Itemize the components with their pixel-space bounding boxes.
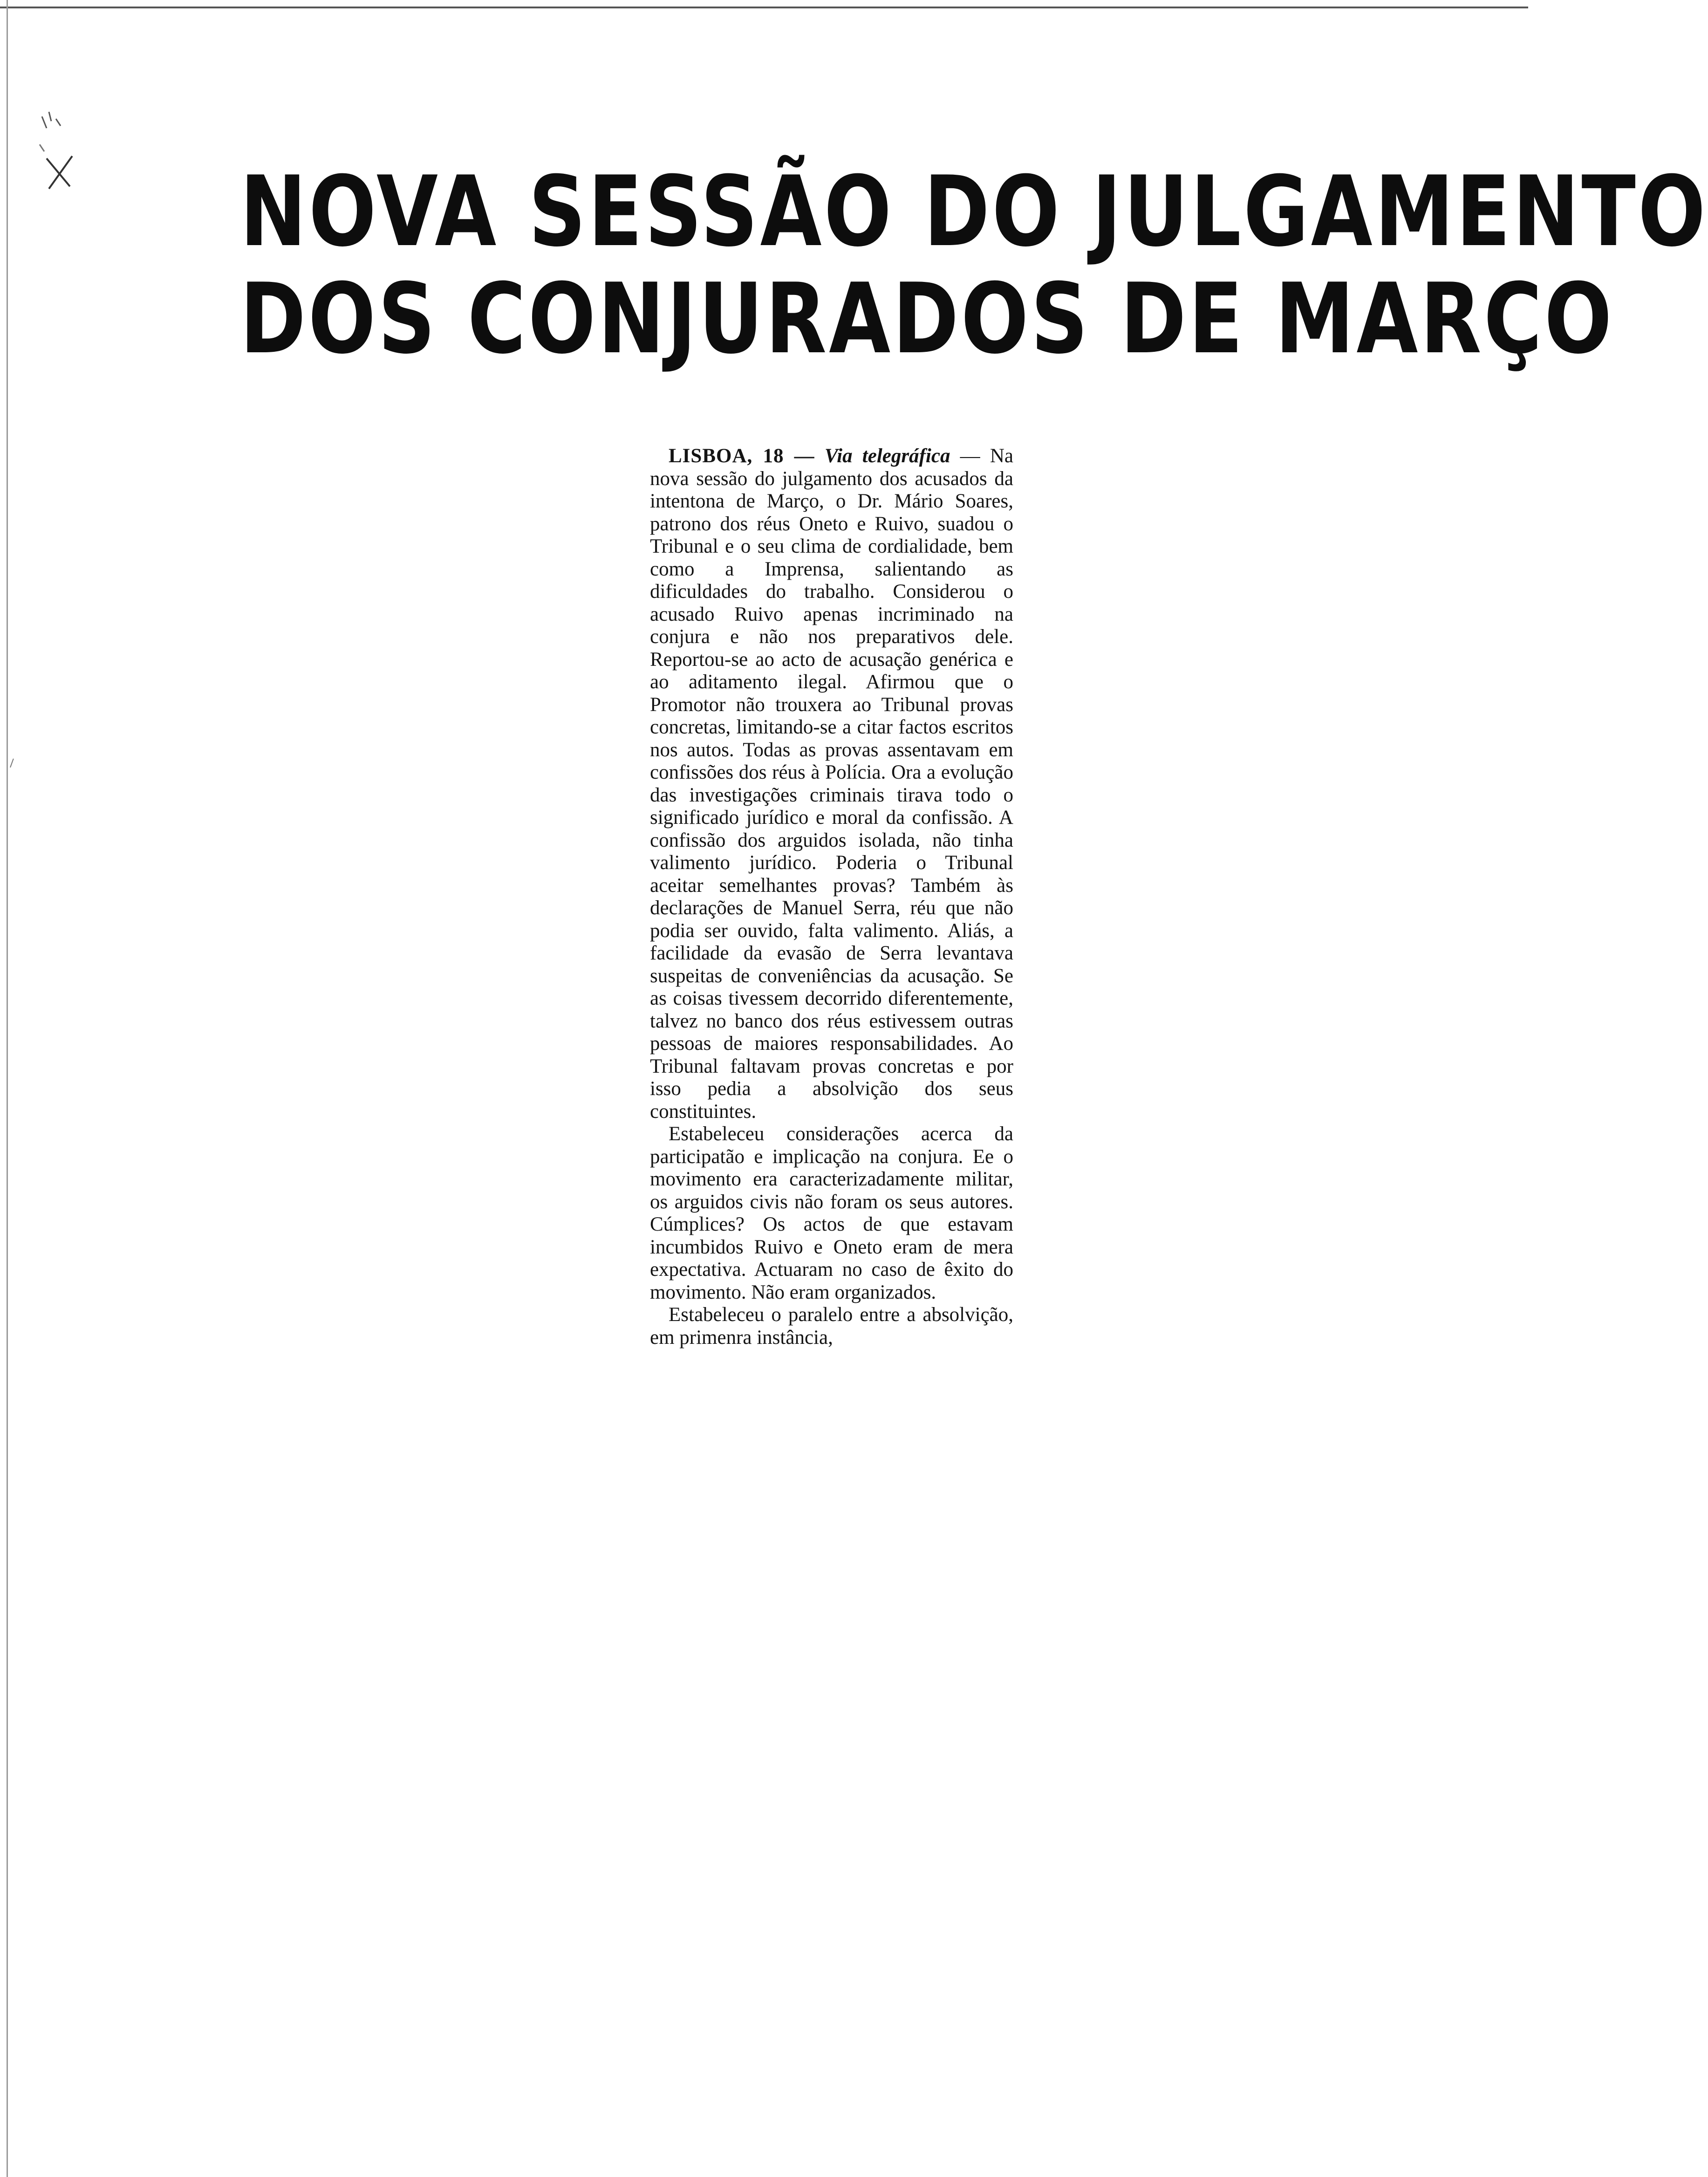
article-paragraph-3: Estabeleceu o paralelo entre a absolvição, em primenra instância,: [650, 1304, 1013, 1349]
source-label: Via telegráfica: [824, 445, 950, 467]
paragraph-text: — Na nova sessão do julgamento dos acusados da intentona de Março, o Dr. Mário Soares, patrono dos réus Oneto e Ruivo, suadou o Tribunal e o seu clima de cordialidade, bem como a Imprensa, salientando as dificuldades do trabalho. Considerou o acusado Ruivo apenas incriminado na conjura e não nos preparativos dele. Reportou-se ao acto de acusação genérica e ao aditamento ilegal. Afirmou que o Promotor não trouxera ao Tribunal provas concretas, limitando-se a citar factos escritos nos autos. Todas as provas assentavam em confissões dos réus à Polícia. Ora a evolução das investigações criminais tirava todo o significado jurídico e moral da confissão. A confissão dos arguidos isolada, não tinha valimento jurídico. Poderia o Tribunal aceitar semelhantes provas? Também às declarações de Manuel Serra, réu que não podia ser ouvido, falta valimento. Aliás, a facilidade da evasão de Serra levantava suspeitas de conveniências da acusação. Se as coisas tivessem decorrido diferentemente, talvez no banco dos réus estivessem outras pessoas de maiores responsabilidades. Ao Tribunal faltavam provas concretas e por isso pedia a absolvição dos seus constituintes.: [650, 445, 1014, 1123]
top-border-line: [0, 7, 1528, 8]
article-paragraph-1: [650, 445, 1013, 1123]
headline-line-2: DOS CONJURADOS DE MARÇO: [240, 263, 1614, 376]
article-body: [650, 445, 1013, 1349]
article-paragraph-2: Estabeleceu considerações acerca da participatão e implicação na conjura. Ee o movimento era caracterizadamente militar, os arguidos civis não foram os seus autores. Cúmplices? Os actos de que estavam incumbidos Ruivo e Oneto eram de mera expectativa. Actuaram no caso de êxito do movimento. Não eram organizados.: [650, 1123, 1013, 1303]
headline: [240, 156, 1708, 376]
headline-line-1: NOVA SESSÃO DO JULGAMENTO: [240, 156, 1708, 268]
handwritten-corner-mark: [28, 107, 84, 200]
dateline: LISBOA, 18 —: [669, 445, 815, 467]
left-scan-edge: [7, 0, 8, 2177]
margin-tick-mark: [10, 759, 20, 770]
